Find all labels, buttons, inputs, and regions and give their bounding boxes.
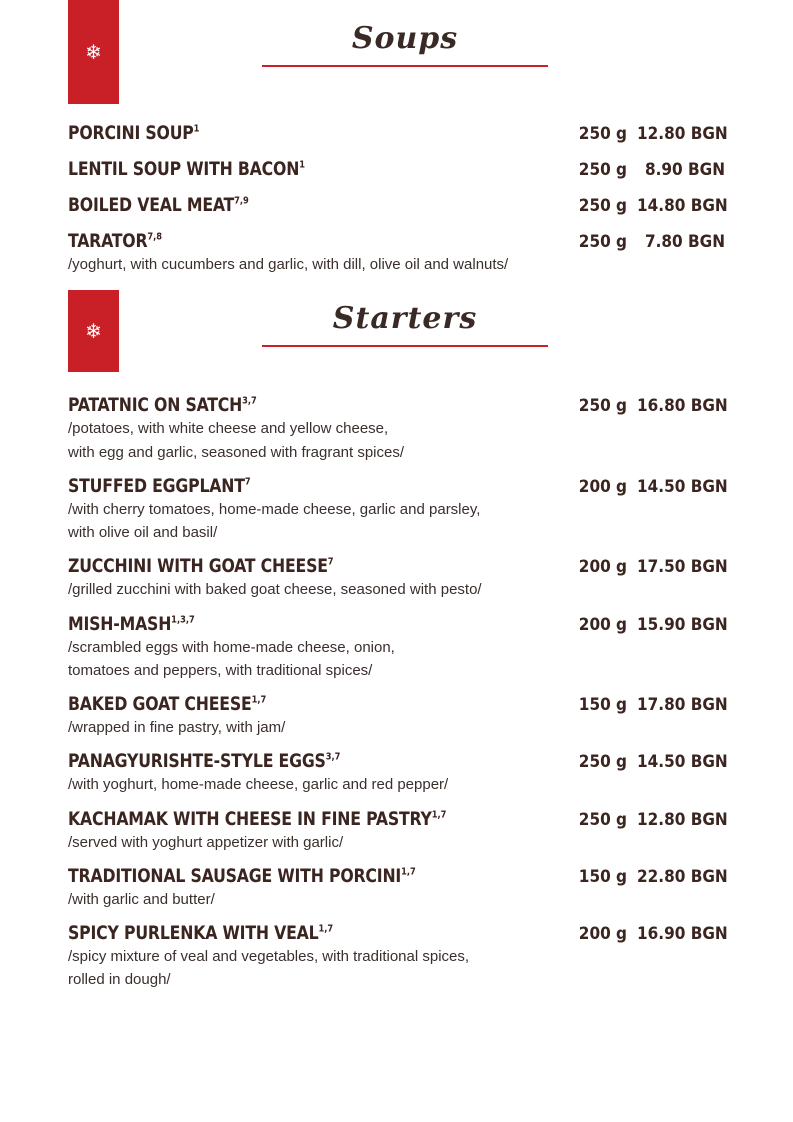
- item-weight: 250 g: [578, 396, 627, 417]
- item-cost: 17.50 BGN: [637, 557, 728, 578]
- item-description: /spicy mixture of veal and vegetables, with traditional spices, rolled in dough/: [68, 948, 470, 989]
- item-weight: 250 g: [578, 232, 627, 252]
- item-description: /with garlic and butter/: [68, 890, 215, 908]
- item-allergens: 3,7: [242, 395, 257, 407]
- item-name: STUFFED EGGPLANT$^7$: [68, 474, 251, 497]
- item-description: /potatoes, with white cheese and yellow cheese, with egg and garlic, seasoned with fragrant spices/: [68, 420, 405, 461]
- item-allergens: 3,7: [325, 751, 341, 763]
- item-price: [569, 196, 728, 216]
- item-description: /with cherry tomatoes, home-made cheese, garlic and parsley, with olive oil and basil/: [68, 500, 481, 541]
- item-weight: 200 g: [578, 476, 627, 497]
- item-cost: 22.80 BGN: [637, 866, 728, 887]
- item-allergens: 7,8: [147, 231, 163, 243]
- item-price: [569, 160, 725, 180]
- section-underline-soups: [262, 65, 548, 67]
- item-weight: 250 g: [578, 752, 627, 773]
- menu-item: [0, 555, 793, 601]
- snowflake-icon: ❄: [85, 42, 102, 64]
- item-price: [569, 124, 728, 144]
- item-cost: 17.80 BGN: [637, 695, 728, 715]
- item-cost: 8.90 BGN: [644, 160, 725, 180]
- menu-item: [0, 865, 793, 911]
- section-title-wrap-soups: [262, 22, 548, 67]
- menu-item: [0, 750, 793, 796]
- item-name: TRADITIONAL SAUSAGE WITH PORCINI$^{1,7}$: [68, 864, 416, 887]
- menu-item: [0, 194, 793, 216]
- emblem-badge-starters: [68, 290, 119, 372]
- section-underline-starters: [262, 345, 548, 347]
- item-allergens: 1,3,7: [171, 614, 195, 626]
- menu-item: [0, 808, 793, 854]
- menu-item: [0, 158, 793, 180]
- section-title-starters: Starters: [332, 301, 478, 337]
- item-allergens: 1,7: [431, 809, 447, 821]
- item-cost: 14.50 BGN: [637, 752, 728, 773]
- item-allergens: 1,7: [318, 923, 334, 935]
- item-description: /wrapped in fine pastry, with jam/: [68, 719, 286, 736]
- item-name: BOILED VEAL MEAT$^{7,9}$: [68, 194, 249, 216]
- item-name: ZUCCHINI WITH GOAT CHEESE$^7$: [68, 555, 334, 578]
- item-description: /grilled zucchini with baked goat cheese, seasoned with pesto/: [68, 581, 482, 599]
- item-allergens: 1: [193, 123, 200, 135]
- menu-item: [0, 230, 793, 276]
- menu-item: [0, 922, 793, 992]
- item-name: MISH-MASH$^{1,3,7}$: [68, 612, 195, 635]
- item-cost: 7.80 BGN: [644, 232, 725, 252]
- item-name: PANAGYURISHTE-STYLE EGGS$^{3,7}$: [68, 750, 341, 773]
- menu-item: [0, 394, 793, 464]
- item-description: /yoghurt, with cucumbers and garlic, with dill, olive oil and walnuts/: [68, 256, 509, 273]
- item-cost: 12.80 BGN: [637, 809, 728, 830]
- item-weight: 150 g: [578, 695, 627, 715]
- item-weight: 150 g: [578, 866, 627, 887]
- item-price: [569, 695, 728, 715]
- item-allergens: 1,7: [401, 866, 416, 878]
- item-allergens: 7: [244, 476, 251, 488]
- item-price: [569, 866, 728, 887]
- item-price: [569, 232, 725, 252]
- item-weight: 250 g: [578, 196, 627, 216]
- item-price: [569, 752, 728, 773]
- item-weight: 250 g: [578, 160, 627, 180]
- item-name: PORCINI SOUP$^1$: [68, 122, 200, 144]
- item-name: TARATOR$^{7,8}$: [68, 230, 163, 252]
- item-weight: 250 g: [578, 809, 627, 830]
- item-description: /with yoghurt, home-made cheese, garlic and red pepper/: [68, 776, 449, 794]
- item-cost: 12.80 BGN: [637, 124, 728, 144]
- section-header-soups: [0, 0, 793, 104]
- item-allergens: 1,7: [251, 694, 267, 706]
- item-description: /scrambled eggs with home-made cheese, onion, tomatoes and peppers, with traditional spices/: [68, 638, 395, 679]
- item-weight: 200 g: [578, 614, 627, 635]
- item-name: LENTIL SOUP WITH BACON$^1$: [68, 158, 305, 180]
- item-weight: 200 g: [578, 557, 627, 578]
- menu-item: [0, 693, 793, 739]
- item-cost: 16.80 BGN: [637, 396, 728, 417]
- menu-item: [0, 122, 793, 144]
- item-description: /served with yoghurt appetizer with garlic/: [68, 833, 344, 851]
- item-price: [569, 476, 728, 497]
- item-allergens: 7: [327, 556, 334, 568]
- item-list-starters: [0, 394, 793, 991]
- section-title-soups: Soups: [351, 21, 459, 56]
- item-name: BAKED GOAT CHEESE$^{1,7}$: [68, 693, 267, 715]
- item-cost: 15.90 BGN: [637, 614, 728, 635]
- item-price: [569, 924, 728, 944]
- item-weight: 250 g: [578, 124, 627, 144]
- item-cost: 14.50 BGN: [637, 476, 728, 497]
- item-name: SPICY PURLENKA WITH VEAL$^{1,7}$: [68, 922, 334, 944]
- item-allergens: 7,9: [234, 195, 249, 207]
- item-allergens: 1: [299, 159, 305, 171]
- item-price: [569, 396, 728, 417]
- snowflake-icon: ❄: [85, 321, 102, 344]
- item-price: [569, 809, 728, 830]
- menu-item: [0, 475, 793, 545]
- item-price: [569, 557, 728, 578]
- item-list-soups: [0, 122, 793, 276]
- menu-item: [0, 613, 793, 683]
- item-name: KACHAMAK WITH CHEESE IN FINE PASTRY$^{1,7}$: [68, 807, 447, 830]
- section-title-wrap-starters: [262, 302, 548, 347]
- item-weight: 200 g: [578, 924, 627, 944]
- section-header-starters: [0, 290, 793, 372]
- emblem-badge-soups: [68, 0, 119, 104]
- item-price: [569, 614, 728, 635]
- item-cost: 16.90 BGN: [637, 924, 728, 944]
- item-name: PATATNIC ON SATCH$^{3,7}$: [68, 394, 257, 417]
- item-cost: 14.80 BGN: [637, 196, 728, 216]
